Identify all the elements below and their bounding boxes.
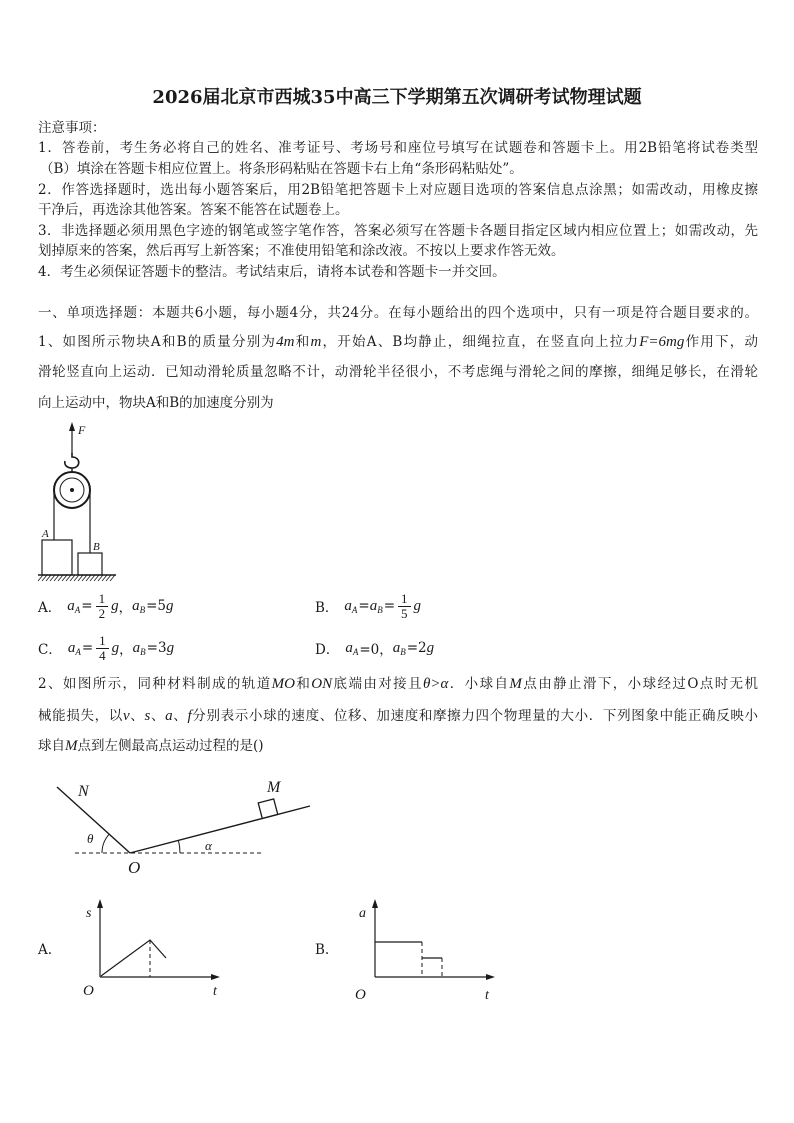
text-segment: 和 <box>294 334 311 350</box>
pulley-axle <box>70 488 74 492</box>
note-line: 2．作答选择题时，选出每小题答案后，用2B铅笔把答题卡上对应题目选项的答案信息点涂黑；如需改动，用橡皮擦 <box>38 182 758 198</box>
math-symbol: 4m <box>276 334 295 350</box>
force-label: F <box>78 423 86 437</box>
force-arrowhead <box>69 422 75 431</box>
math-symbol: θ>α <box>422 676 449 692</box>
text-segment: 点由静止滑下，小球经过 <box>521 676 688 692</box>
subscript: A <box>351 605 358 615</box>
math-symbol: a <box>165 708 173 724</box>
math-symbol: g <box>166 639 175 656</box>
math-symbol: g <box>111 639 120 656</box>
text-segment: 、 <box>150 708 166 724</box>
note-line: 划掉原来的答案，然后再写上新答案；不准使用铅笔和涂改液。不按以上要求作答无效。 <box>38 243 565 259</box>
math-symbol: a <box>369 597 378 614</box>
fraction <box>96 634 109 663</box>
subscript: B <box>140 647 146 657</box>
math-symbol: g <box>165 597 174 614</box>
option-b[interactable] <box>315 589 421 623</box>
math-symbol: a <box>132 597 140 614</box>
subscript: B <box>377 605 383 615</box>
section-heading: 一、单项选择题：本题共6小题，每小题4分，共24分。在每小题给出的四个选项中，只有一项是符合题目要求的。 <box>38 305 758 321</box>
text-segment: 向上运动中，物块A和B的加速度分别为 <box>38 395 274 411</box>
pulley-diagram <box>30 420 130 588</box>
text-segment: 球自 <box>38 738 65 754</box>
math-symbol: s <box>144 708 151 724</box>
math-symbol: ON <box>311 676 333 692</box>
graph-option-b-letter[interactable]: B. <box>315 942 330 958</box>
theta-label: θ <box>87 831 94 846</box>
fraction-denominator: 5 <box>401 605 408 621</box>
text-segment: 底端由对接且 <box>332 676 423 692</box>
option-d[interactable] <box>315 631 434 665</box>
question-1-line <box>38 333 758 351</box>
fraction-numerator: 1 <box>96 634 109 649</box>
note-line: 3．非选择题必须用黑色字迹的钢笔或签字笔作答，答案必须写在答题卡各题目指定区域内相应位置上；如需改动，先 <box>38 223 758 239</box>
note-line: （B）填涂在答题卡相应位置上。将条形码粘贴在答题卡右上角“条形码粘贴处”。 <box>40 161 523 177</box>
text-segment: ．小球自 <box>448 676 510 692</box>
theta-arc <box>102 834 109 853</box>
math-symbol: v <box>122 708 130 724</box>
option-letter: A． <box>38 600 62 616</box>
fraction <box>96 592 109 621</box>
math-symbol: a <box>344 597 352 614</box>
text-segment: ，开始A、B均静止，细绳拉直，在竖直向上拉力 <box>321 334 640 350</box>
text-segment: 分别表示小球的速度、位移、加速度和摩擦力四个物理量的大小．下列图象中能正确反映小 <box>191 708 759 724</box>
alpha-label: α <box>205 838 212 853</box>
option-a[interactable] <box>38 589 173 623</box>
alpha-arc <box>178 840 180 853</box>
math-symbol: a <box>67 639 76 656</box>
math-symbol: g <box>111 597 119 614</box>
math-symbol: a <box>132 639 141 656</box>
text-segment: = <box>81 598 93 614</box>
note-line: 1．答卷前，考生务必将自己的姓名、准考证号、考场号和座位号填写在试题卷和答题卡上。用2B铅笔将试卷类型 <box>38 140 758 156</box>
graph-option-b <box>350 895 500 1003</box>
y-axis-arrowhead <box>97 899 103 908</box>
text-segment: = <box>358 598 370 614</box>
page-title: 2026届北京市西城35中高三下学期第五次调研考试物理试题 <box>152 87 642 108</box>
ball-block <box>258 799 278 819</box>
point-o-label: O <box>128 858 141 877</box>
math-symbol: g <box>426 639 435 656</box>
subscript: A <box>352 647 359 657</box>
x-axis-arrowhead <box>211 974 220 980</box>
text-segment: 械能损失，以 <box>38 708 123 724</box>
ground-hatching <box>38 575 115 581</box>
option-letter: B． <box>315 600 339 616</box>
option-letter: D． <box>315 642 340 658</box>
math-symbol: g <box>413 597 422 614</box>
point-m-label: M <box>267 779 281 796</box>
question-2-line <box>38 737 758 755</box>
option-expression <box>345 638 434 658</box>
option-letter: C． <box>38 642 62 658</box>
incline-track-diagram <box>50 775 320 875</box>
x-axis-arrowhead <box>486 974 495 980</box>
subscript: A <box>75 647 81 657</box>
fraction-numerator: 1 <box>96 592 109 607</box>
text-segment: =0， <box>359 642 393 658</box>
note-line: 干净后，再选涂其他答案。答案不能答在试题卷上。 <box>38 202 349 218</box>
track-mo <box>130 806 310 853</box>
note-line: 4．考生必须保证答题卡的整洁。考试结束后，请将本试卷和答题卡一并交回。 <box>38 264 506 280</box>
y-axis-label: s <box>86 906 92 921</box>
graph-option-a-letter[interactable]: A. <box>38 942 53 958</box>
text-segment: =2 <box>406 640 427 656</box>
option-expression <box>67 592 173 621</box>
math-symbol: a <box>67 597 75 614</box>
math-symbol: MO <box>271 676 295 692</box>
subscript: B <box>400 647 406 657</box>
block-b-label: B <box>93 541 100 553</box>
notes-heading: 注意事项： <box>38 120 106 136</box>
subscript: A <box>74 605 81 615</box>
block-a-label: A <box>42 528 49 540</box>
math-symbol: f <box>187 708 192 724</box>
option-c[interactable] <box>38 631 174 665</box>
point-n-label: N <box>78 783 89 800</box>
text-segment: 滑轮竖直向上运动．已知动滑轮质量忽略不计，动滑轮半径很小，不考虑绳与滑轮之间的摩擦，细绳足够长，在滑轮 <box>38 364 758 380</box>
fraction-denominator: 2 <box>98 605 106 621</box>
text-segment: 和 <box>294 676 312 692</box>
origin-label: O <box>355 987 366 1003</box>
text-segment: 点到左侧最高点运动过程的是() <box>77 738 264 754</box>
math-symbol: m <box>310 334 322 350</box>
question-2-line <box>38 675 758 693</box>
text-segment: 、 <box>129 708 145 724</box>
fraction-denominator: 4 <box>99 647 106 663</box>
block-a <box>42 540 72 575</box>
graph-option-a <box>75 895 225 1003</box>
track-on <box>57 787 130 853</box>
x-axis-label: t <box>213 984 217 999</box>
math-symbol: a <box>392 639 401 656</box>
text-segment: 2、如图所示，同种材料制成的轨道 <box>38 676 272 692</box>
text-segment: O <box>687 676 699 692</box>
hook <box>65 453 79 468</box>
option-expression <box>68 634 174 663</box>
text-segment: ， <box>118 600 133 616</box>
text-segment: = <box>383 598 396 614</box>
text-segment: 1、如图所示物块A和B的质量分别为 <box>38 334 277 350</box>
s-t-curve <box>101 940 166 976</box>
text-segment: =3 <box>146 640 167 656</box>
question-1-line <box>38 363 758 381</box>
question-1-line <box>38 394 758 412</box>
fraction <box>398 592 411 621</box>
math-symbol: F=6mg <box>639 334 685 350</box>
text-segment: =5 <box>146 598 166 614</box>
text-segment: 、 <box>172 708 188 724</box>
option-expression <box>344 592 421 621</box>
math-symbol: a <box>345 639 353 656</box>
fraction-numerator: 1 <box>398 592 411 607</box>
origin-label: O <box>83 983 94 999</box>
text-segment: ， <box>119 642 133 658</box>
question-2-line <box>38 707 758 725</box>
block-b <box>78 553 102 575</box>
math-symbol: M <box>509 676 522 692</box>
text-segment: 点时无机 <box>698 676 759 692</box>
x-axis-label: t <box>485 988 489 1003</box>
math-symbol: M <box>65 738 78 754</box>
y-axis-label: a <box>359 906 366 921</box>
y-axis-arrowhead <box>372 899 378 908</box>
subscript: B <box>139 605 146 615</box>
text-segment: = <box>81 640 94 656</box>
text-segment: 作用下，动 <box>684 334 759 350</box>
